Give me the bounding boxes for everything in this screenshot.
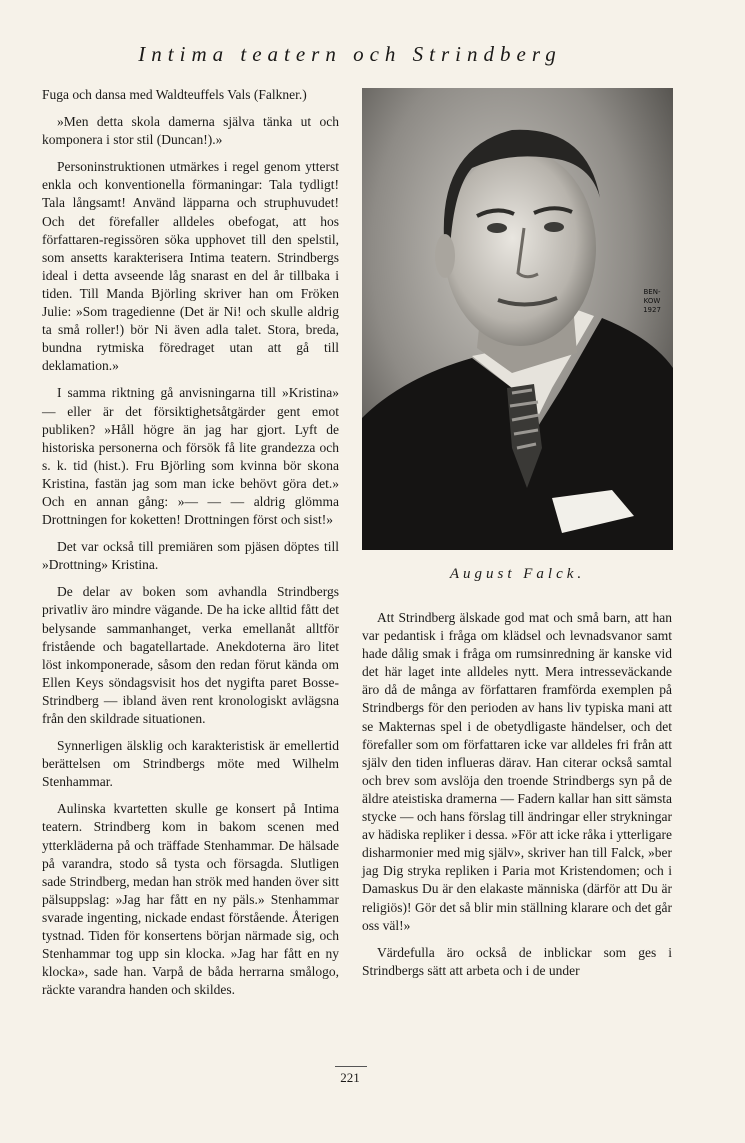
photo-caption: August Falck. [449, 566, 586, 582]
paragraph: Aulinska kvartetten skulle ge konsert på Intima teatern. Strindberg kom in bakom scenen med ytterkläderna på och träffade Stenhammar. De hälsade på varandra, stodo så tysta och försagda. Slutligen sade Strindberg, medan han strök med handen över sitt pälsuppslag: »Jag har fått en ny päls.» Stenhammar svarade ingenting, nickade endast förstående. Återigen tystnad. Tiden för konsertens början närmade sig, och Stenhammar tog upp sin klocka. »Jag har fått en ny klocka», sade han. Varpå de båda herrarna smålogo, räckte varandra handen och skildes. [42, 801, 339, 998]
paragraph: Värdefulla äro också de inblickar som ges i Strindbergs sätt att arbeta och i de under [362, 944, 672, 978]
paragraph: Fuga och dansa med Waldteuffels Vals (Falkner.) [42, 87, 307, 102]
right-text-column [362, 609, 672, 989]
page-number-rule [335, 1066, 367, 1067]
paragraph: Synnerligen älsklig och karakteristisk är emellertid berättelsen om Strindbergs möte med Wilhelm Stenhammar. [42, 738, 339, 790]
paragraph: Personinstruktionen utmärkes i regel genom ytterst enkla och konventionella förmaningar: Tala tydligt! Tala långsamt! Använd läpparna och struphuvudet! Och det förefaller alldeles obefogat, att hos författaren-regissören söka upphovet till den spelstil, som ansetts karakterisera Intima teatern. Strindbergs ideal i detta avseende låg snarast en del år tillbaka i tiden. Till Manda Björling skriver han om Fröken Julie: »Som tragedienne (Det är Ni! och skulle aldrig ta små roller!) bör Ni även adla talet. Stora, breda, bundna rytmiska föredraget utan att gå till deklamation.» [42, 159, 339, 374]
paragraph: »Men detta skola damerna själva tänka ut och komponera i stor stil (Duncan!).» [42, 114, 339, 148]
artist-signature: BEN-KOW 1927 [643, 288, 661, 314]
portrait-photo [362, 88, 673, 550]
paragraph: Att Strindberg älskade god mat och små barn, att han var pedantisk i fråga om klädsel och levnadsvanor samt hade dålig smak i fråga om rumsinredning är kanske vid det här laget inte alldeles nytt. Mera intresseväckande äro då de många av författaren framförda exemplen på Strindbergs för den perioden av hans liv typiska mani att se Makternas spel i de obetydligaste händelser, och det förefaller som om författaren icke var alldeles fri från att själv den tiden influeras därav. Han citerar också samtal och brev som avslöja den troende Strindbergs syn på de äldre ateistiska dramerna — Fadern kallar han sitt sämsta stycke — och hans förslag till ändringar eller strykningar av hädiska repliker i dessa. »För att icke råka i ytterligare disharmonier med mig själv», skriver han till Falck, »ber jag Dig stryka repliken i Paria mot Kristendomen; och i Damaskus Du är den elakaste människa (därför att Du är religiös)! Gör det så blir min ställning klarare och det går oss väl!» [362, 610, 673, 933]
paragraph: De delar av boken som avhandla Strindbergs privatliv äro mindre vägande. De ha icke alltid fått det belysande sammanhanget, verka emellanåt alltför fristående och bagatellartade. Anekdoterna äro litet löst inkomponerade, såsom den redan förut kända om Ellen Keys söndagsvisit hos det nygifta paret Bosse-Strindberg — ibland även rent kronologiskt avlägsna från den skildrade situationen. [42, 584, 339, 726]
left-text-column [42, 86, 339, 1008]
paragraph: Det var också till premiären som pjäsen döptes till »Drottning» Kristina. [42, 539, 339, 573]
page-number: 221 [340, 1070, 360, 1085]
portrait-illustration [362, 88, 673, 550]
paragraph: I samma riktning gå anvisningarna till »Kristina» — eller är det försiktighetsåtgärder gent emot publiken? »Håll högre än jag har gjort. Lyft de historiska personerna och försök få lite grandezza och s. k. tid (hist.). Fru Björling som kvinna bör skona Kristina, fastän jag som man icke behövt göra det.» Och en annan gång: »— — — aldrig glömma Drottningen for koketten! Drottningen först och sist!» [42, 385, 339, 528]
running-header: Intima teatern och Strindberg [138, 42, 562, 66]
